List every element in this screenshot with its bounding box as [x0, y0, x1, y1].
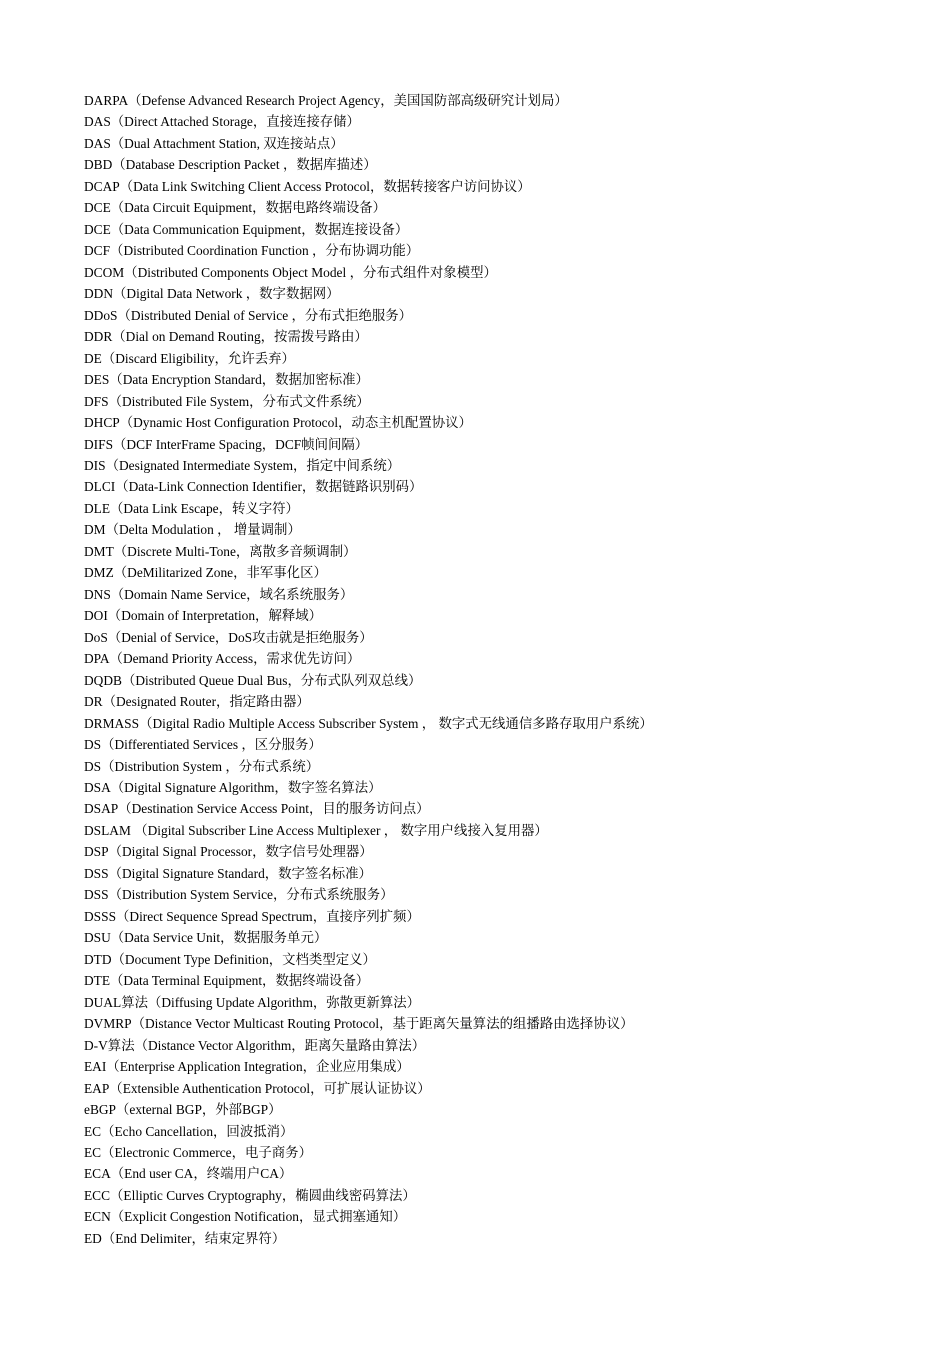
glossary-entry: DUAL算法（Diffusing Update Algorithm，弥散更新算法）	[84, 994, 420, 1010]
glossary-entry: DOI（Domain of Interpretation，解释域）	[84, 608, 323, 624]
glossary-entry: DBD（Database Description Packet ，数据库描述）	[84, 157, 377, 173]
glossary-entry: EAP（Extensible Authentication Protocol，可扩展认证协议）	[84, 1080, 431, 1096]
glossary-entry: DoS（Denial of Service，DoS攻击就是拒绝服务）	[84, 629, 373, 645]
glossary-entry: ECN（Explicit Congestion Notification，显式拥塞通知）	[84, 1209, 407, 1225]
glossary-entry: DAS（Dual Attachment Station, 双连接站点）	[84, 135, 344, 151]
glossary-entry: DSS（Digital Signature Standard，数字签名标准）	[84, 865, 372, 881]
glossary-entry: DNS（Domain Name Service，域名系统服务）	[84, 586, 354, 602]
glossary-entry: DTD（Document Type Definition，文档类型定义）	[84, 951, 376, 967]
glossary-entry: DPA（Demand Priority Access，需求优先访问）	[84, 651, 361, 667]
glossary-entry: DCOM（Distributed Components Object Model ，分布式组件对象模型）	[84, 264, 497, 280]
glossary-entry: DCE（Data Circuit Equipment，数据电路终端设备）	[84, 200, 387, 216]
glossary-entry: DMT（Discrete Multi-Tone，离散多音频调制）	[84, 543, 357, 559]
glossary-entry: DSU（Data Service Unit，数据服务单元）	[84, 930, 328, 946]
glossary-entry: DLE（Data Link Escape，转义字符）	[84, 500, 299, 516]
glossary-entry: EC（Echo Cancellation，回波抵消）	[84, 1123, 294, 1139]
glossary-entry: DCF（Distributed Coordination Function ，分布协调功能）	[84, 243, 420, 259]
glossary-entry: DES（Data Encryption Standard，数据加密标准）	[84, 372, 369, 388]
glossary-entry: DE（Discard Eligibility，允许丢弃）	[84, 350, 295, 366]
glossary-entry: DM（Delta Modulation ， 增量调制）	[84, 522, 301, 538]
glossary-entry: DRMASS（Digital Radio Multiple Access Subscriber System ， 数字式无线通信多路存取用户系统）	[84, 715, 653, 731]
glossary-entry: DAS（Direct Attached Storage，直接连接存储）	[84, 114, 360, 130]
glossary-entry: ECC（Elliptic Curves Cryptography，椭圆曲线密码算法）	[84, 1187, 416, 1203]
glossary-entry: DR（Designated Router，指定路由器）	[84, 694, 310, 710]
glossary-entry: DCE（Data Communication Equipment，数据连接设备）	[84, 221, 409, 237]
glossary-entry: DHCP（Dynamic Host Configuration Protocol，动态主机配置协议）	[84, 415, 472, 431]
glossary-entry: DVMRP（Distance Vector Multicast Routing Protocol，基于距离矢量算法的组播路由选择协议）	[84, 1016, 634, 1032]
glossary-entry: DDN（Digital Data Network ，数字数据网）	[84, 286, 340, 302]
glossary-list	[84, 90, 653, 1249]
glossary-entry: DSSS（Direct Sequence Spread Spectrum，直接序列扩频）	[84, 908, 420, 924]
glossary-entry: DSS（Distribution System Service，分布式系统服务）	[84, 887, 394, 903]
glossary-entry: DFS（Distributed File System，分布式文件系统）	[84, 393, 370, 409]
glossary-entry: DSLAM （Digital Subscriber Line Access Multiplexer ， 数字用户线接入复用器）	[84, 822, 548, 838]
glossary-entry: DDoS（Distributed Denial of Service ，分布式拒绝服务）	[84, 307, 413, 323]
glossary-entry: DQDB（Distributed Queue Dual Bus，分布式队列双总线）	[84, 672, 422, 688]
glossary-entry: ED（End Delimiter，结束定界符）	[84, 1230, 286, 1246]
glossary-entry: eBGP（external BGP，外部BGP）	[84, 1102, 282, 1118]
glossary-entry: DIS（Designated Intermediate System，指定中间系统）	[84, 457, 401, 473]
glossary-entry: DMZ（DeMilitarized Zone，非军事化区）	[84, 565, 327, 581]
glossary-entry: DSA（Digital Signature Algorithm，数字签名算法）	[84, 780, 382, 795]
glossary-entry: DTE（Data Terminal Equipment，数据终端设备）	[84, 973, 370, 989]
glossary-entry: DLCI（Data-Link Connection Identifier，数据链路识别码）	[84, 479, 423, 495]
glossary-entry: D-V算法（Distance Vector Algorithm，距离矢量路由算法）	[84, 1037, 426, 1053]
glossary-entry: DS（Distribution System ，分布式系统）	[84, 758, 320, 774]
glossary-entry: EC（Electronic Commerce，电子商务）	[84, 1144, 312, 1160]
glossary-entry: DSP（Digital Signal Processor，数字信号处理器）	[84, 844, 373, 860]
glossary-entry: DIFS（DCF InterFrame Spacing，DCF帧间间隔）	[84, 436, 369, 452]
glossary-entry: DARPA（Defense Advanced Research Project Agency，美国国防部高级研究计划局）	[84, 93, 568, 108]
glossary-entry: DDR（Dial on Demand Routing，按需拨号路由）	[84, 329, 368, 345]
glossary-entry: DCAP（Data Link Switching Client Access Protocol，数据转接客户访问协议）	[84, 178, 531, 194]
glossary-entry: DS（Differentiated Services ，区分服务）	[84, 737, 322, 753]
glossary-entry: ECA（End user CA，终端用户CA）	[84, 1166, 293, 1182]
glossary-entry: EAI（Enterprise Application Integration，企业应用集成）	[84, 1059, 410, 1075]
glossary-entry: DSAP（Destination Service Access Point，目的服务访问点）	[84, 801, 430, 817]
